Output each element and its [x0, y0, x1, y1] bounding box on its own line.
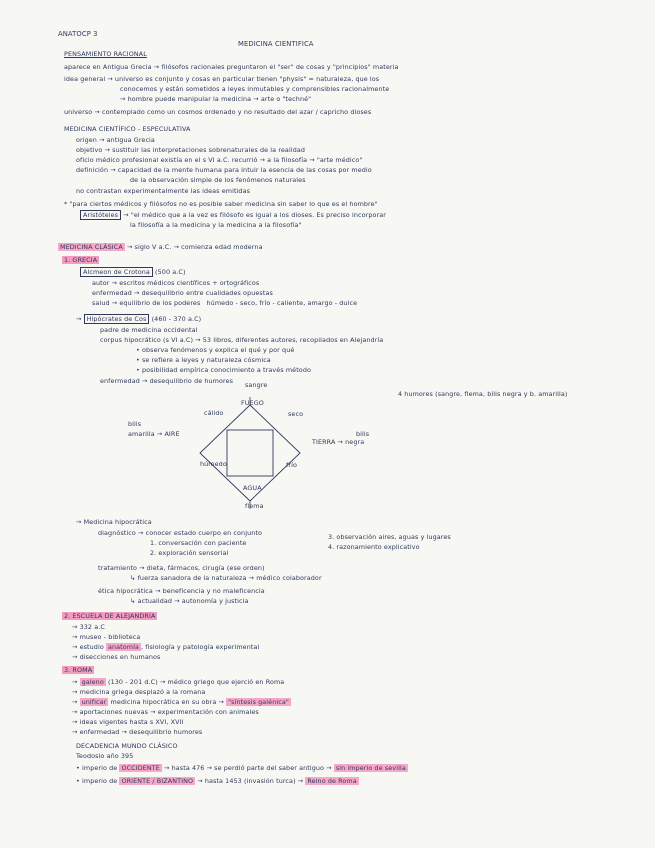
section-heading-note: → siglo V a.C. → comienza edad moderna [126, 243, 263, 251]
subsection-label: 1. GRECIA [64, 256, 98, 264]
list-item [76, 764, 408, 772]
subsection-label: 2. ESCUELA DE ALEJANDRÍA [64, 612, 156, 620]
diagram-label-text: TIERRA [312, 438, 336, 446]
subsection-heading [62, 666, 94, 674]
topic-line: → Hipócrates de Cos (460 - 370 a.C) [76, 315, 202, 323]
quote-line: la filosofía a la medicina y la medicina a la filosofía" [130, 221, 302, 229]
intro-line: conocemos y están sometidos a leyes inmutables y comprensibles racionalmente [120, 85, 390, 93]
list-item: → unificar medicina hipocrática en su obra → "síntesis galénica" [72, 698, 289, 706]
highlight: unificar [81, 698, 107, 706]
list-item: ↳ fuerza sanadora de la naturaleza → médico colaborador [130, 574, 322, 582]
list-item: → 332 a.C [72, 623, 105, 631]
list-item-text: • imperio de [76, 764, 118, 772]
list-item: → ideas vigentes hasta s XVI, XVII [72, 718, 184, 726]
diagram-label: flema [245, 502, 264, 510]
diagram-label: FUEGO [241, 399, 264, 407]
quote-line [80, 211, 386, 219]
header-left: ANATOCP 3 [58, 30, 98, 38]
list-item: de la observación simple de los fenómenos naturales [130, 176, 306, 184]
highlight: OCCIDENTE [121, 764, 160, 772]
diagram-label: seco [288, 410, 304, 418]
diagram-label-text: amarilla [128, 430, 155, 438]
list-item: Teodosio año 395 [76, 752, 134, 760]
hipocrates-date: (460 - 370 a.C) [151, 315, 202, 323]
diagram-label: AGUA [243, 484, 262, 492]
intro-heading: PENSAMIENTO RACIONAL [64, 50, 147, 58]
highlight: anatomía [108, 643, 140, 651]
list-item: • posibilidad empírica conocimiento a través método [136, 366, 311, 374]
list-item-text: • imperio de [76, 777, 118, 785]
list-item-text: , fisiología y patología experimental [141, 643, 260, 651]
diagram-label: bilis [356, 430, 370, 438]
diagram-label: TIERRA → negra [312, 438, 365, 446]
diagram-label: amarilla → AIRE [128, 430, 180, 438]
intro-line: idea general → universo es conjunto y cosas en particular tienen "physis" = naturaleza, que los [64, 75, 380, 83]
list-item-text: → hasta 1453 (invasión turca) → [197, 777, 304, 785]
list-item: ética hipocrática → beneficencia y no maleficencia [98, 587, 265, 595]
list-item: → aportaciones nuevas → experimentación con animales [72, 708, 259, 716]
intro-line: → hombre puede manipular la medicina → arte o "techné" [120, 95, 312, 103]
section-heading-line [58, 243, 263, 251]
list-item [76, 777, 359, 785]
list-item-text: → hasta 476 → se perdió parte del saber antiguo → [164, 764, 332, 772]
diagram-label: bilis [128, 420, 142, 428]
list-item-note: húmedo - seco, frío - caliente, amargo - dulce [206, 299, 358, 307]
quote-text: → "el médico que a la vez es filósofo es igual a los dioses. Es preciso incorporar [123, 211, 386, 219]
diagram-label-text: negra [345, 438, 365, 446]
highlight: galeno [81, 678, 104, 686]
topic-line: → Medicina hipocrática [76, 518, 152, 526]
humores-note: 4 humores (sangre, flema, bilis negra y b. amarilla) [398, 390, 568, 398]
list-item: enfermedad → desequilibrio de humores [100, 377, 234, 385]
list-item: → museo - biblioteca [72, 633, 141, 641]
list-item: enfermedad → desequilibrio entre cualidades opuestas [92, 289, 273, 297]
section-heading: MEDICINA CLÁSICA [60, 243, 123, 251]
list-item: 3. observación aires, aguas y lugares [328, 533, 451, 541]
list-item: diagnóstico → conocer estado cuerpo en conjunto [98, 529, 262, 537]
alcmeon-date: (500 a.C) [155, 268, 186, 276]
list-item: 4. razonamiento explicativo [328, 543, 420, 551]
list-item: padre de medicina occidental [100, 326, 198, 334]
list-item: 1. conversación con paciente [150, 539, 247, 547]
list-item: → enfermedad → desequilibrio humores [72, 728, 203, 736]
list-item: tratamiento → dieta, fármacos, cirugía (ese orden) [98, 564, 265, 572]
list-item-text: medicina hipocrática en su obra → [110, 698, 224, 706]
list-item: origen → antigua Grecia [76, 136, 155, 144]
list-item-text: salud → equilibrio de los poderes [92, 299, 201, 307]
topic-line [80, 268, 186, 276]
highlight: "síntesis galénica" [228, 698, 289, 706]
subsection-heading [62, 612, 157, 620]
section-heading: MEDICINA CIENTÍFICO - ESPECULATIVA [64, 125, 191, 133]
list-item: → disecciones en humanos [72, 653, 161, 661]
list-item: ↳ actualidad → autonomía y justicia [130, 597, 249, 605]
alcmeon-label: Alcmeon de Crotona [80, 267, 153, 277]
highlight: ORIENTE / BIZANTINO [121, 777, 194, 785]
list-item: → medicina griega desplazó a la romana [72, 688, 206, 696]
list-item [92, 299, 357, 307]
section-heading: DECADENCIA MUNDO CLÁSICO [76, 742, 178, 750]
diagram-label-text: AIRE [164, 430, 180, 438]
list-item: 2. exploración sensorial [150, 549, 229, 557]
hipocrates-label: Hipócrates de Cos [84, 314, 150, 324]
list-item: • observa fenómenos y explica el qué y por qué [136, 346, 295, 354]
header-title: MEDICINA CIENTIFICA [238, 40, 314, 48]
list-item: definición → capacidad de la mente humana para intuir la esencia de las cosas por medio [76, 166, 372, 174]
list-item: no contrastan experimentalmente las ideas emitidas [76, 187, 251, 195]
list-item: autor → escritos médicos científicos + ortográficos [92, 279, 260, 287]
topic-label: Medicina hipocrática [83, 518, 152, 526]
subsection-label: 3. ROMA [64, 666, 93, 674]
square-shape [227, 430, 273, 476]
intro-line: universo → contemplado como un cosmos ordenado y no resultado del azar / capricho dioses [64, 108, 372, 116]
list-item: → galeno (130 - 201 d.C) → médico griego que ejerció en Roma [72, 678, 285, 686]
diagram-label: frío [286, 461, 297, 469]
subsection-heading [62, 256, 99, 264]
quote-line: * "para ciertos médicos y filósofos no es posible saber medicina sin saber lo que es el hombre" [64, 200, 378, 208]
intro-line: aparece en Antigua Grecia → filósofos racionales preguntaron el "ser" de cosas y "principios" materia [64, 63, 399, 71]
highlight: Reino de Roma [307, 777, 357, 785]
list-item: oficio médico profesional existía en el s VI a.C. recurrió → a la filosofía → "arte médico" [76, 156, 363, 164]
diagram-label: húmedo [200, 460, 227, 468]
list-item-text: (130 - 201 d.C) → médico griego que ejerció en Roma [107, 678, 285, 686]
highlight: sin imperio de sevilla [335, 764, 406, 772]
diagram-label: sangre [245, 381, 268, 389]
list-item: objetivo → sustituir las interpretaciones sobrenaturales de la realidad [76, 146, 306, 154]
list-item: • se refiere a leyes y naturaleza cósmica [136, 356, 271, 364]
list-item-text: → estudio [72, 643, 104, 651]
list-item [72, 643, 259, 651]
diagram-label: cálido [204, 409, 224, 417]
list-item: corpus hipocrático (s VI a.C) → 53 libros, diferentes autores, recopilados en Alejandría [100, 336, 384, 344]
author-label: Aristóteles [80, 210, 121, 220]
